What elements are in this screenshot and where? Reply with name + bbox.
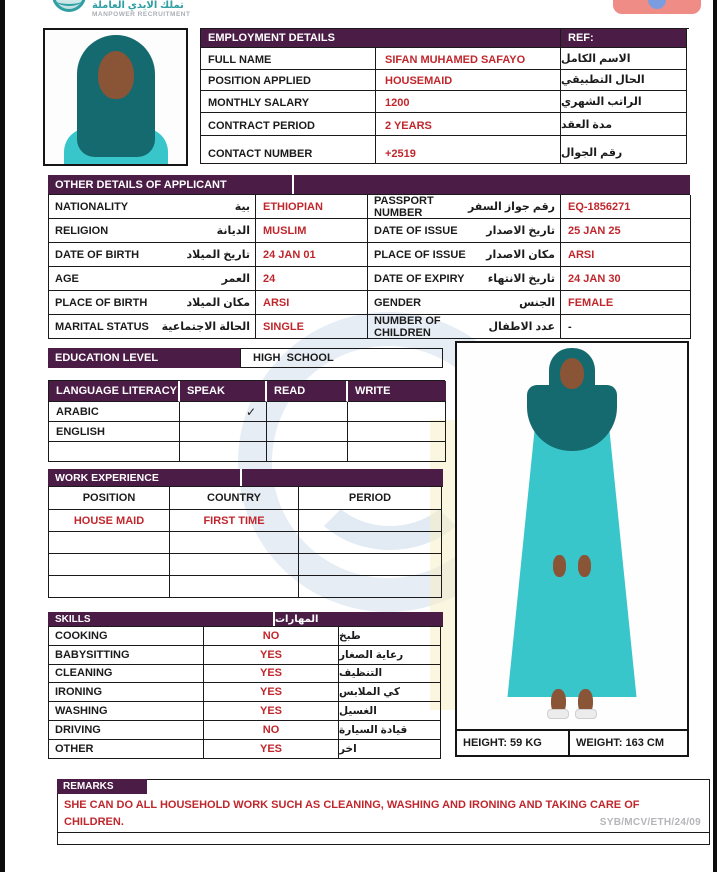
nationality-value: ETHIOPIAN: [256, 195, 368, 219]
full-name-arabic: الاسم الكامل: [561, 48, 687, 70]
monthly-salary-label: MONTHLY SALARY: [201, 91, 376, 113]
washing-arabic: الغسيل: [339, 702, 441, 721]
position-applied-label: POSITION APPLIED: [201, 70, 376, 91]
globe-icon: [52, 0, 86, 12]
full-name-value: SIFAN MUHAMED SAFAYO: [376, 48, 561, 70]
arabic-speak-checkmark: ✓: [180, 402, 267, 422]
fullbody-sandal-left: [547, 709, 569, 719]
experience-empty-cell: [299, 532, 442, 554]
other-skill-value: YES: [204, 740, 339, 759]
fullbody-hand-right: [578, 555, 591, 577]
number-of-children-value: -: [561, 315, 691, 339]
place-of-birth-value: ARSI: [256, 291, 368, 315]
work-experience-header: [48, 469, 443, 486]
ironing-arabic: كي الملابس: [339, 683, 441, 702]
fullbody-hand-left: [553, 555, 566, 577]
washing-value: YES: [204, 702, 339, 721]
monthly-salary-arabic: الراتب الشهري: [561, 91, 687, 113]
religion-value: MUSLIM: [256, 219, 368, 243]
driving-arabic: قيادة السيارة: [339, 721, 441, 740]
scan-edge-left: [0, 0, 5, 872]
experience-empty-cell: [49, 532, 170, 554]
empty-speak-cell: [180, 442, 267, 462]
document-ref-code: SYB/MCV/ETH/24/09: [599, 817, 701, 828]
headshot-face: [98, 51, 134, 99]
fullbody-photo-area: [457, 343, 687, 729]
passport-number-value: EQ-1856271: [561, 195, 691, 219]
driving-value: NO: [204, 721, 339, 740]
speak-column-header: SPEAK: [180, 381, 267, 402]
contract-period-value: 2 YEARS: [376, 113, 561, 136]
place-of-issue-value: ARSI: [561, 243, 691, 267]
employment-details-title: EMPLOYMENT DETAILS: [201, 29, 561, 48]
country-column-header: COUNTRY: [170, 487, 299, 510]
date-of-expiry-value: 24 JAN 30: [561, 267, 691, 291]
language-literacy-title: LANGUAGE LITERACY: [49, 381, 180, 402]
partial-stamp: [613, 0, 701, 14]
contract-period-arabic: مدة العقد: [561, 113, 687, 136]
ironing-label: IRONING: [49, 683, 204, 702]
experience-empty-cell: [170, 532, 299, 554]
other-details-header-fill: [294, 175, 690, 194]
work-experience-header-fill: [242, 469, 443, 486]
language-english-label: ENGLISH: [49, 422, 180, 442]
experience-empty-cell: [49, 554, 170, 576]
language-empty-row: [49, 442, 180, 462]
number-of-children-label: NUMBER OF CHILDREN عدد الاطفال: [368, 315, 561, 339]
cleaning-value: YES: [204, 665, 339, 684]
contract-period-label: CONTRACT PERIOD: [201, 113, 376, 136]
education-level-value: HIGH SCHOOL: [240, 348, 443, 368]
agency-name-arabic: تملك الايدي العاملة: [92, 0, 184, 11]
date-of-expiry-label: DATE OF EXPIRY تاريخ الانتهاء: [368, 267, 561, 291]
full-name-label: FULL NAME: [201, 48, 376, 70]
write-column-header: WRITE: [348, 381, 446, 402]
agency-logo: [50, 0, 220, 24]
age-label: AGE العمر: [49, 267, 256, 291]
other-details-title: OTHER DETAILS OF APPLICANT: [48, 175, 292, 194]
stamp-dot-icon: [648, 0, 666, 9]
contact-number-value: +2519: [376, 136, 561, 164]
fullbody-sandal-right: [575, 709, 597, 719]
date-of-issue-label: DATE OF ISSUE تاريخ الاصدار: [368, 219, 561, 243]
remarks-text: SHE CAN DO ALL HOUSEHOLD WORK SUCH AS CLEANING, WASHING AND IRONING AND TAKING CARE OF CHILDREN.: [64, 799, 640, 828]
body-measurements-row: [457, 729, 687, 755]
ironing-value: YES: [204, 683, 339, 702]
position-applied-arabic: الحال التطبيقي: [561, 70, 687, 91]
marital-status-value: SINGLE: [256, 315, 368, 339]
read-column-header: READ: [267, 381, 348, 402]
cooking-arabic: طبخ: [339, 627, 441, 646]
arabic-write-cell: [348, 402, 446, 422]
experience-period-value: [299, 510, 442, 532]
english-speak-cell: [180, 422, 267, 442]
date-of-birth-label: DATE OF BIRTH تاريخ الميلاد: [49, 243, 256, 267]
education-level-label: EDUCATION LEVEL: [48, 348, 240, 368]
english-write-cell: [348, 422, 446, 442]
position-column-header: POSITION: [49, 487, 170, 510]
cooking-value: NO: [204, 627, 339, 646]
empty-write-cell: [348, 442, 446, 462]
babysitting-value: YES: [204, 646, 339, 665]
gender-value: FEMALE: [561, 291, 691, 315]
agency-name-english: MANPOWER RECRUITMENT: [92, 11, 191, 18]
arabic-read-cell: [267, 402, 348, 422]
experience-empty-cell: [170, 554, 299, 576]
babysitting-label: BABYSITTING: [49, 646, 204, 665]
marital-status-label: MARITAL STATUS الحالة الاجتماعية: [49, 315, 256, 339]
skills-title: SKILLS: [48, 612, 273, 626]
language-arabic-label: ARABIC: [49, 402, 180, 422]
remarks-divider: [58, 832, 709, 833]
monthly-salary-value: 1200: [376, 91, 561, 113]
cooking-label: COOKING: [49, 627, 204, 646]
place-of-birth-label: PLACE OF BIRTH مكان الميلاد: [49, 291, 256, 315]
gender-label: GENDER الجنس: [368, 291, 561, 315]
place-of-issue-label: PLACE OF ISSUE مكان الاصدار: [368, 243, 561, 267]
height-value: HEIGHT: 59 KG: [457, 731, 570, 755]
applicant-headshot-photo: [43, 28, 188, 166]
contact-number-arabic: رقم الجوال: [561, 136, 687, 164]
fullbody-face: [560, 358, 584, 389]
position-applied-value: HOUSEMAID: [376, 70, 561, 91]
date-of-birth-value: 24 JAN 01: [256, 243, 368, 267]
date-of-issue-value: 25 JAN 25: [561, 219, 691, 243]
other-skill-label: OTHER: [49, 740, 204, 759]
applicant-fullbody-photo: [455, 341, 689, 757]
washing-label: WASHING: [49, 702, 204, 721]
driving-label: DRIVING: [49, 721, 204, 740]
employment-details-table: [200, 28, 689, 164]
language-literacy-table: [48, 380, 445, 462]
empty-read-cell: [267, 442, 348, 462]
other-skill-arabic: اخر: [339, 740, 441, 759]
other-details-header: [48, 175, 690, 194]
weight-value: WEIGHT: 163 CM: [576, 737, 665, 749]
work-experience-table: [48, 486, 443, 598]
experience-empty-cell: [299, 554, 442, 576]
experience-position-value: HOUSE MAID: [49, 510, 170, 532]
experience-country-value: FIRST TIME: [170, 510, 299, 532]
experience-empty-cell: [49, 576, 170, 598]
babysitting-arabic: رعاية الصغار: [339, 646, 441, 665]
english-read-cell: [267, 422, 348, 442]
other-details-table: [48, 194, 690, 339]
skills-header: [48, 612, 443, 626]
skills-title-arabic: المهارات: [275, 612, 443, 626]
skills-table: [48, 626, 443, 759]
cleaning-arabic: التنظيف: [339, 665, 441, 684]
period-column-header: PERIOD: [299, 487, 442, 510]
ref-label: REF:: [561, 29, 687, 48]
experience-empty-cell: [170, 576, 299, 598]
cleaning-label: CLEANING: [49, 665, 204, 684]
experience-empty-cell: [299, 576, 442, 598]
nationality-label: NATIONALITY بية: [49, 195, 256, 219]
work-experience-title: WORK EXPERIENCE: [48, 469, 240, 486]
scan-edge-right: [713, 0, 717, 872]
passport-number-label: PASSPORT NUMBER رقم جواز السفر: [368, 195, 561, 219]
remarks-section: [57, 779, 710, 845]
remarks-title: REMARKS: [57, 779, 147, 794]
religion-label: RELIGION الديانة: [49, 219, 256, 243]
contact-number-label: CONTACT NUMBER: [201, 136, 376, 164]
age-value: 24: [256, 267, 368, 291]
